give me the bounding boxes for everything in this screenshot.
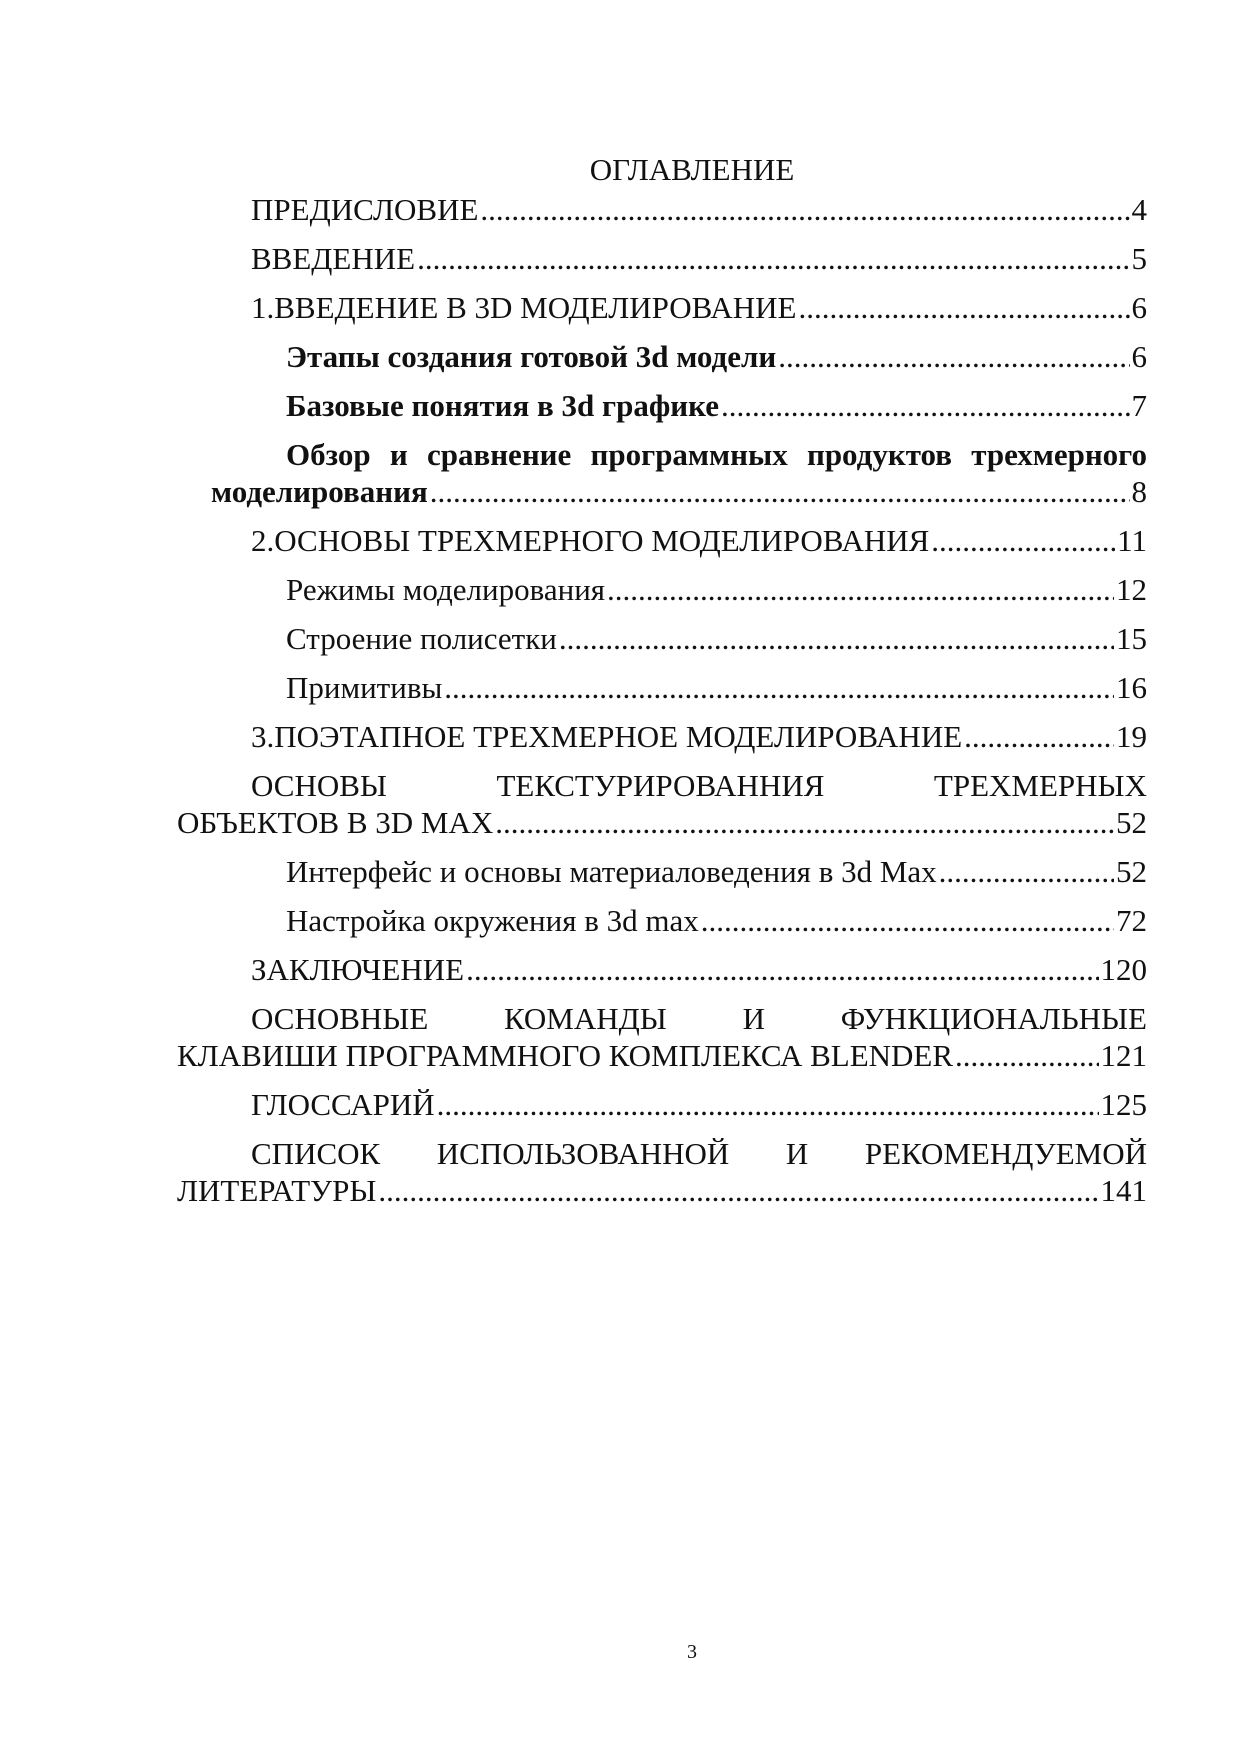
toc-entry-page: 72 — [1116, 903, 1147, 938]
toc-entry-conclusion[interactable] — [177, 952, 1147, 1001]
toc-entry-environment[interactable] — [177, 903, 1147, 952]
toc-entry-number: 1. — [251, 290, 275, 325]
toc-entry-label: ПРЕДИСЛОВИЕ — [251, 192, 479, 227]
toc-entry-label: ВВЕДЕНИЕ В 3D МОДЕЛИРОВАНИЕ — [274, 290, 797, 325]
toc-entry-introduction[interactable] — [177, 241, 1147, 290]
toc-entry-first-line — [177, 1136, 1147, 1173]
toc-entry-page: 6 — [1131, 290, 1147, 325]
toc-entry-second-line — [177, 474, 1147, 523]
toc-entry-label: КЛАВИШИ ПРОГРАММНОГО КОМПЛЕКСА BLENDER — [177, 1038, 954, 1073]
toc-entry-first-line — [177, 437, 1147, 474]
toc-word: ОСНОВЫ — [251, 768, 387, 803]
toc-entry-label: ОСНОВЫ ТРЕХМЕРНОГО МОДЕЛИРОВАНИЯ — [274, 523, 930, 558]
toc-word: трехмерного — [971, 437, 1147, 472]
toc-entry-page: 8 — [1131, 474, 1147, 509]
toc-entry-second-line — [177, 1038, 1147, 1087]
toc-entry-blender-keys[interactable] — [177, 1001, 1147, 1087]
toc-entry-number: 3. — [251, 719, 275, 754]
toc-entry-basic-concepts[interactable] — [177, 388, 1147, 437]
toc-entry-label: ВВЕДЕНИЕ — [251, 241, 416, 276]
toc-word: И — [742, 1001, 765, 1036]
toc-entry-page: 121 — [1100, 1038, 1147, 1073]
toc-entry-chapter-1[interactable] — [177, 290, 1147, 339]
toc-entry-label: Настройка окружения в 3d max — [286, 903, 699, 938]
toc-entry-texturing[interactable] — [177, 768, 1147, 854]
dot-leader — [437, 1087, 1099, 1123]
toc-entry-label: моделирования — [211, 474, 428, 509]
toc-entry-page: 52 — [1116, 854, 1147, 889]
dot-leader — [939, 854, 1114, 890]
toc-entry-page: 16 — [1116, 670, 1147, 705]
toc-entry-page: 4 — [1131, 192, 1147, 227]
toc-entry-label: ЗАКЛЮЧЕНИЕ — [251, 952, 465, 987]
dot-leader — [778, 339, 1129, 375]
dot-leader — [417, 241, 1129, 277]
dot-leader — [480, 192, 1129, 228]
toc-word: Обзор — [286, 437, 371, 472]
toc-entry-chapter-2[interactable] — [177, 523, 1147, 572]
dot-leader — [378, 1173, 1098, 1209]
toc-word: ТЕКСТУРИРОВАННИЯ — [496, 768, 825, 803]
toc-entry-modeling-modes[interactable] — [177, 572, 1147, 621]
toc-entry-primitives[interactable] — [177, 670, 1147, 719]
toc-entry-label: Режимы моделирования — [286, 572, 606, 607]
toc-word: РЕКОМЕНДУЕМОЙ — [864, 1136, 1147, 1171]
toc-word: СПИСОК — [251, 1136, 381, 1171]
toc-entry-label: ЛИТЕРАТУРЫ — [177, 1173, 377, 1208]
toc-entry-glossary[interactable] — [177, 1087, 1147, 1136]
toc-entry-bibliography[interactable] — [177, 1136, 1147, 1222]
toc-entry-stages[interactable] — [177, 339, 1147, 388]
table-of-contents — [177, 192, 1147, 1222]
toc-word: ИСПОЛЬЗОВАННОЙ — [436, 1136, 730, 1171]
toc-entry-first-line — [177, 1001, 1147, 1038]
toc-word: ФУНКЦИОНАЛЬНЫЕ — [840, 1001, 1147, 1036]
toc-entry-interface-materials[interactable] — [177, 854, 1147, 903]
toc-word: И — [785, 1136, 809, 1171]
toc-entry-label: ОБЪЕКТОВ В 3D MAX — [177, 805, 494, 840]
toc-word: сравнение — [426, 437, 572, 472]
dot-leader — [495, 805, 1114, 841]
page-number: 3 — [687, 1641, 697, 1663]
toc-word: продуктов — [806, 437, 952, 472]
toc-entry-second-line — [177, 805, 1147, 854]
dot-leader — [607, 572, 1114, 608]
dot-leader — [955, 1038, 1098, 1074]
toc-entry-label: ПОЭТАПНОЕ ТРЕХМЕРНОЕ МОДЕЛИРОВАНИЕ — [274, 719, 963, 754]
toc-entry-page: 5 — [1131, 241, 1147, 276]
dot-leader — [798, 290, 1129, 326]
toc-entry-preface[interactable] — [177, 192, 1147, 241]
toc-word: программных — [590, 437, 788, 472]
dot-leader — [444, 670, 1114, 706]
dot-leader — [931, 523, 1115, 559]
toc-entry-label: Интерфейс и основы материаловедения в 3d Max — [286, 854, 937, 889]
toc-entry-label: Строение полисетки — [286, 621, 557, 656]
dot-leader — [701, 903, 1114, 939]
toc-entry-page: 19 — [1116, 719, 1147, 754]
toc-word: ТРЕХМЕРНЫХ — [933, 768, 1147, 803]
toc-entry-page: 125 — [1100, 1087, 1147, 1122]
dot-leader — [964, 719, 1114, 755]
toc-entry-page: 15 — [1116, 621, 1147, 656]
toc-entry-chapter-3[interactable] — [177, 719, 1147, 768]
toc-entry-page: 52 — [1116, 805, 1147, 840]
toc-entry-label: ГЛОССАРИЙ — [251, 1087, 435, 1122]
toc-entry-label: Примитивы — [286, 670, 443, 705]
toc-entry-page: 141 — [1100, 1173, 1147, 1208]
toc-entry-page: 6 — [1131, 339, 1147, 374]
dot-leader — [430, 474, 1130, 510]
toc-word: и — [389, 437, 408, 472]
toc-entry-polymesh[interactable] — [177, 621, 1147, 670]
dot-leader — [559, 621, 1114, 657]
toc-word: ОСНОВНЫЕ — [251, 1001, 429, 1036]
toc-entry-page: 12 — [1116, 572, 1147, 607]
toc-entry-first-line — [177, 768, 1147, 805]
toc-entry-page: 11 — [1117, 523, 1147, 558]
dot-leader — [721, 388, 1129, 424]
dot-leader — [466, 952, 1098, 988]
toc-word: КОМАНДЫ — [504, 1001, 667, 1036]
toc-entry-software-overview[interactable] — [177, 437, 1147, 523]
toc-entry-second-line — [177, 1173, 1147, 1222]
toc-entry-number: 2. — [251, 523, 275, 558]
toc-entry-page: 7 — [1131, 388, 1147, 423]
toc-entry-page: 120 — [1100, 952, 1147, 987]
toc-entry-label: Базовые понятия в 3d графике — [286, 388, 720, 423]
toc-title: ОГЛАВЛЕНИЕ — [589, 152, 795, 187]
toc-entry-label: Этапы создания готовой 3d модели — [286, 339, 777, 374]
